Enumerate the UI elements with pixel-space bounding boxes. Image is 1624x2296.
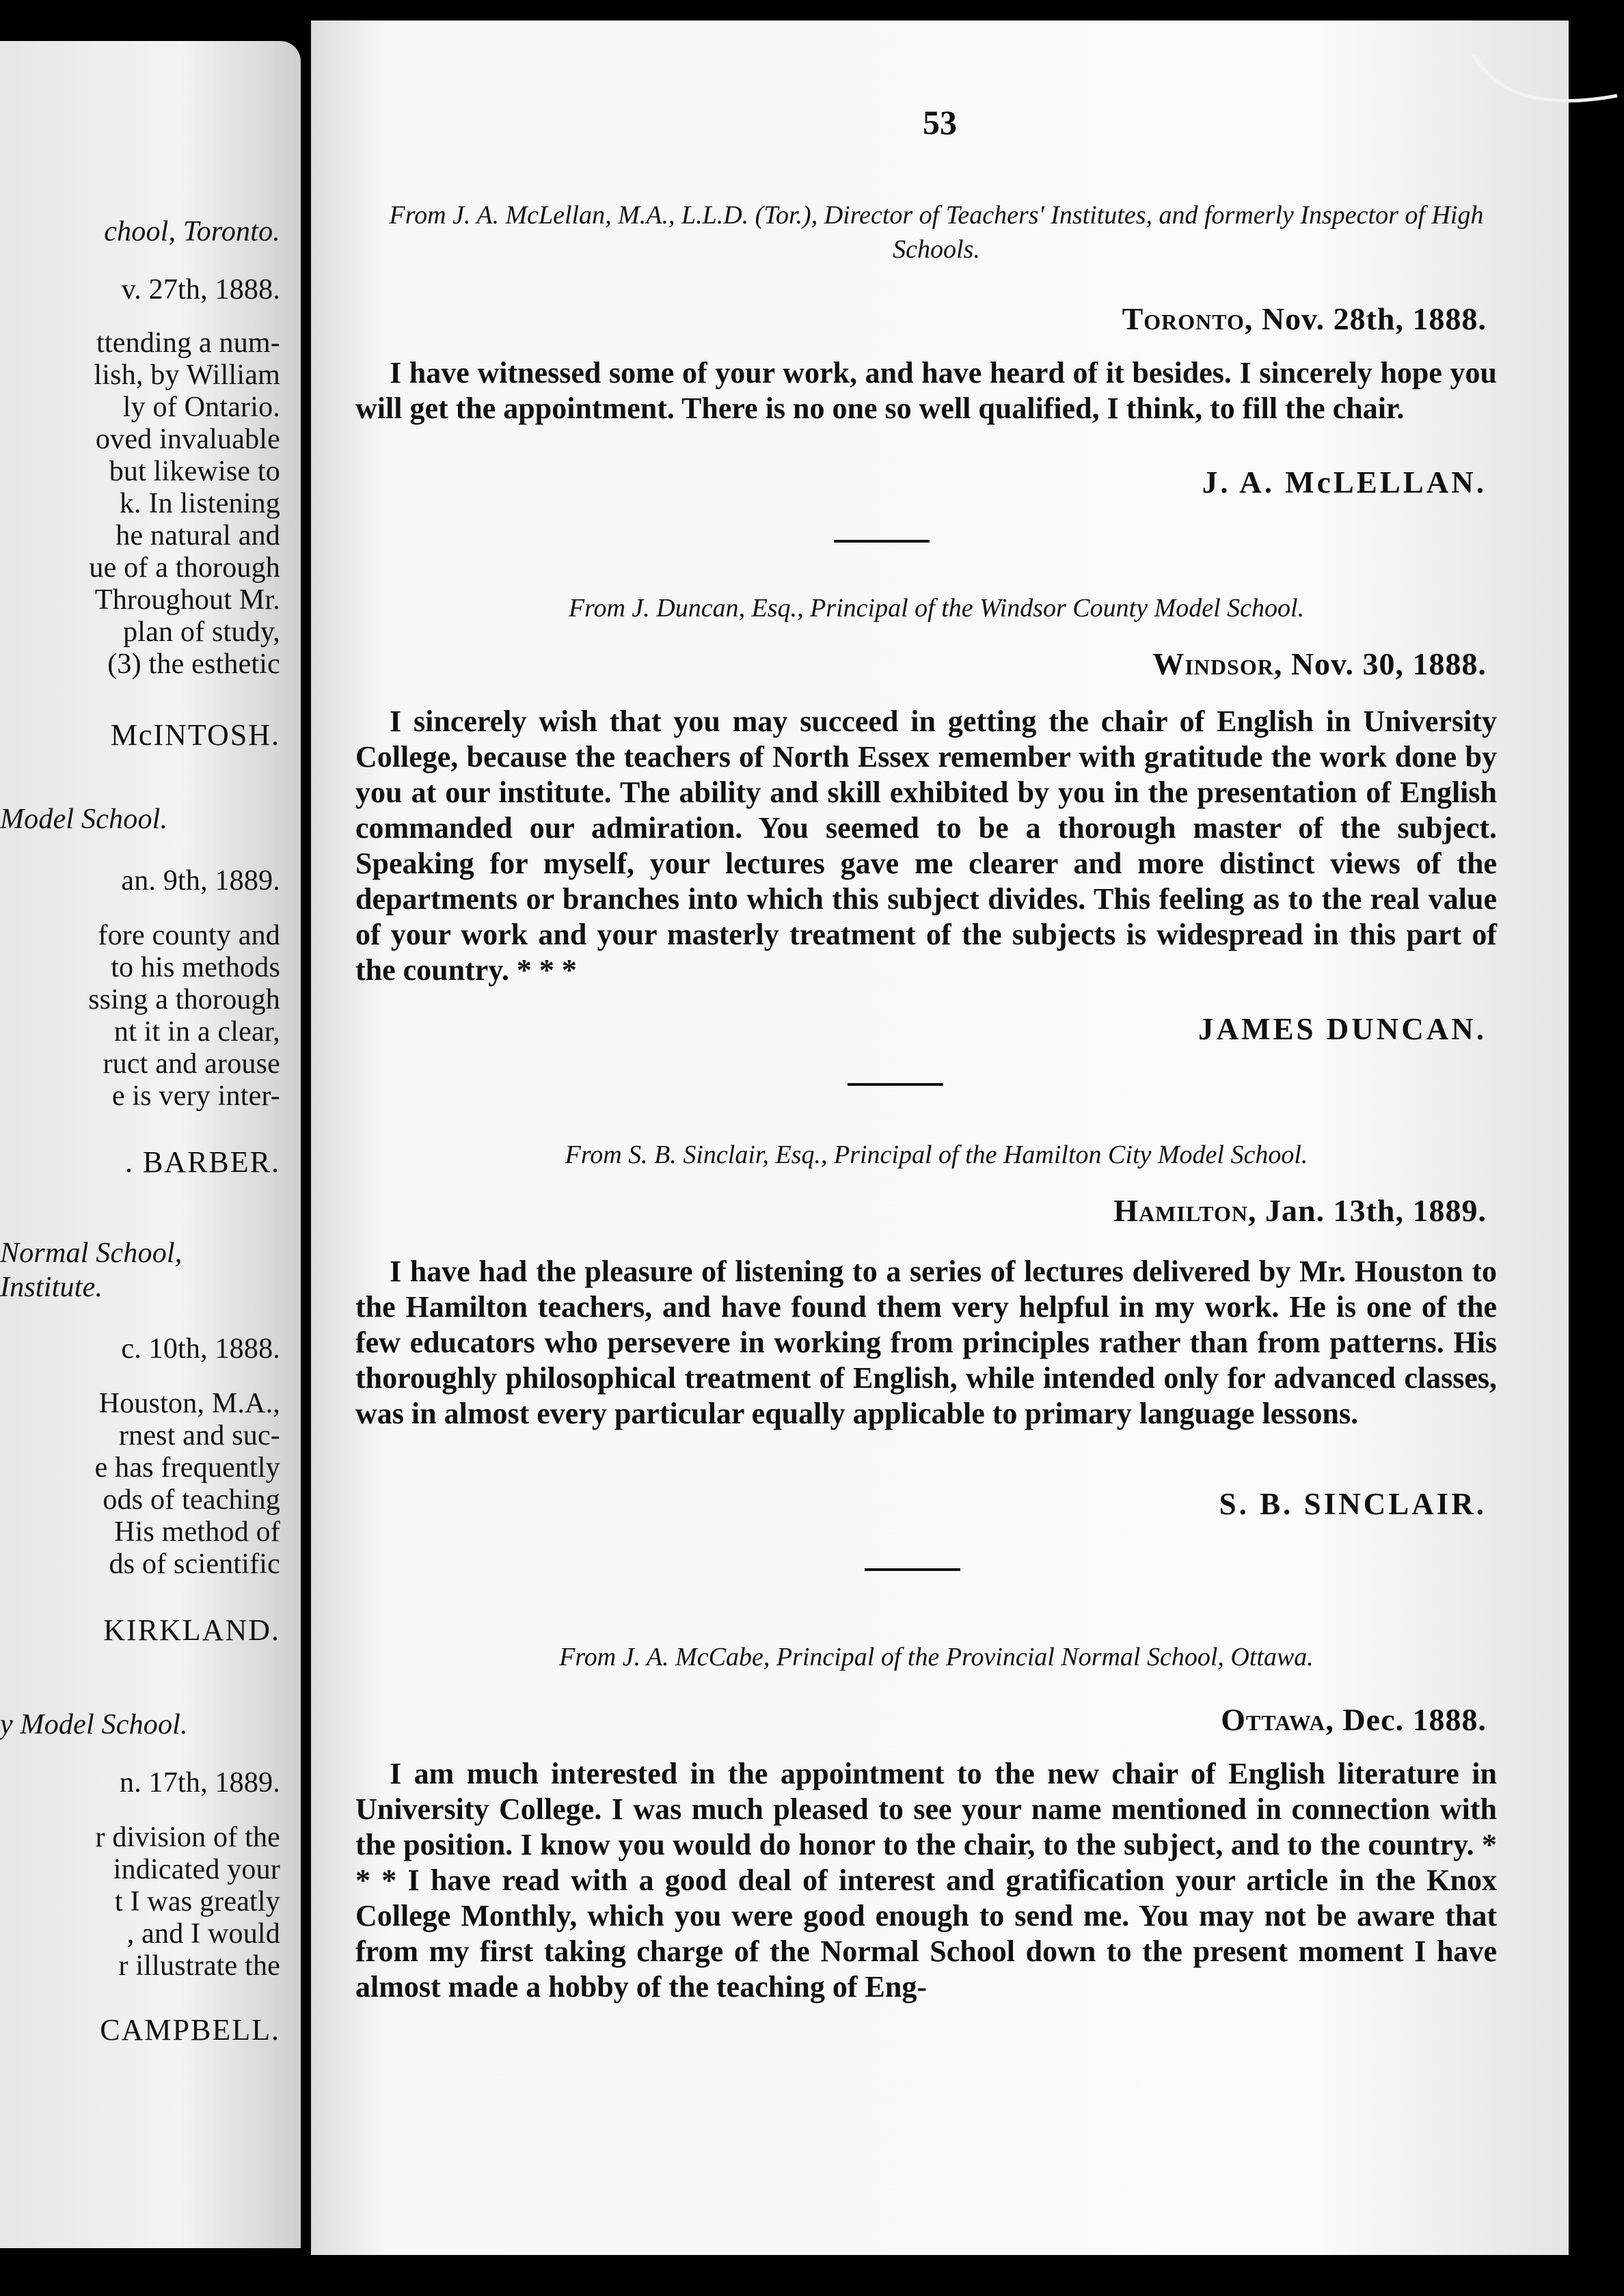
left-line: ssing a thorough xyxy=(88,984,280,1015)
left-line: Throughout Mr. xyxy=(94,584,280,616)
letter-signature: J. A. McLELLAN. xyxy=(1202,465,1487,500)
left-line: c. 10th, 1888. xyxy=(121,1333,280,1365)
left-line: rnest and suc- xyxy=(118,1420,280,1451)
page-number: 53 xyxy=(923,103,957,141)
section-divider xyxy=(865,1568,960,1571)
left-line: nt it in a clear, xyxy=(113,1016,280,1048)
left-signature: CAMPBELL. xyxy=(100,2013,280,2047)
left-line: y Model School. xyxy=(0,1709,188,1740)
dateline-date: Nov. 30, 1888. xyxy=(1282,646,1487,681)
left-line: indicated your xyxy=(113,1854,280,1885)
dateline-place: Toronto, xyxy=(1122,301,1254,336)
main-page xyxy=(311,20,1569,2255)
left-signature: . BARBER. xyxy=(124,1145,280,1179)
section-divider xyxy=(848,1083,943,1086)
left-line: ttending a num- xyxy=(96,327,280,359)
left-line: ds of scientific xyxy=(109,1548,280,1580)
left-line: r illustrate the xyxy=(118,1950,280,1982)
letter-body: I have had the pleasure of listening to a series of lectures delivered by Mr. Houston to the Hamilton teachers, and have found them very helpful in my work. He is one of the few educators who persevere in working from principles rather than from patterns. His thoroughly philosophical treatment of English, while intended only for advanced classes, was in almost every particular equally applicable to primary language lessons. xyxy=(355,1255,1497,1430)
dateline-date: Jan. 13th, 1889. xyxy=(1256,1193,1487,1228)
left-line: to his methods xyxy=(111,952,280,983)
left-line: ods of teaching xyxy=(103,1484,280,1516)
letter-from-heading: From S. B. Sinclair, Esq., Principal of the Hamilton City Model School. xyxy=(565,1140,1308,1169)
dateline-place: Ottawa, xyxy=(1221,1702,1334,1737)
left-line: chool, Toronto. xyxy=(104,216,280,247)
letter-signature: JAMES DUNCAN. xyxy=(1198,1012,1487,1046)
left-line: , and I would xyxy=(126,1918,280,1950)
letter-dateline xyxy=(1152,646,1487,682)
left-line: fore county and xyxy=(98,920,280,951)
left-line: an. 9th, 1889. xyxy=(121,865,280,897)
dateline-place: Hamilton, xyxy=(1113,1193,1257,1228)
left-line: v. 27th, 1888. xyxy=(121,274,280,305)
left-line: n. 17th, 1889. xyxy=(120,1767,280,1799)
letter-body: I have witnessed some of your work, and have heard of it besides. I sincerely hope you will get the appointment. There is no one so well qualified, I think, to fill the chair. xyxy=(355,356,1497,425)
letter-from-heading: From J. A. McCabe, Principal of the Provincial Normal School, Ottawa. xyxy=(559,1643,1314,1671)
left-line: e has frequently xyxy=(94,1452,280,1484)
letter-dateline xyxy=(1221,1702,1487,1738)
left-line: Normal School, xyxy=(0,1238,182,1269)
letter-dateline xyxy=(1113,1192,1487,1229)
left-line: (3) the esthetic xyxy=(107,648,280,680)
left-line: Institute. xyxy=(0,1272,103,1303)
left-line: ue of a thorough xyxy=(89,552,280,584)
section-divider xyxy=(834,540,930,543)
left-signature: KIRKLAND. xyxy=(103,1613,280,1647)
letter-body: I sincerely wish that you may succeed in getting the chair of English in University College, because the teachers of North Essex remember with gratitude the work done by you at our institute. The ability and skill exhibited by you in the presentation of English commanded our admiration. You seemed to be a thorough master of the subject. Speaking for myself, your lectures gave me clearer and more distinct views of the departments or branches into which this subject divides. This feeling as to the real value of your work and your masterly treatment of the subjects is widespread in this part of the country. * * * xyxy=(355,705,1497,987)
dateline-date: Nov. 28th, 1888. xyxy=(1253,301,1487,336)
dateline-place: Windsor, xyxy=(1152,646,1283,681)
left-line: ly of Ontario. xyxy=(122,392,280,423)
letter-signature: S. B. SINCLAIR. xyxy=(1219,1487,1487,1521)
letter-from-heading: From J. A. McLellan, M.A., L.L.D. (Tor.), Director of Teachers' Institutes, and formerly Inspector of High Schools. xyxy=(389,201,1484,264)
letter-body: I am much interested in the appointment to the new chair of English literature in University College. I was much pleased to see your name mentioned in connection with the position. I know you would do honor to the chair, to the subject, and to the country. * * * I have read with a good deal of interest and gratification your article in the Knox College Monthly, which you were good enough to send me. You may not be aware that from my first taking charge of the Normal School down to the present moment I have almost made a hobby of the teaching of Eng- xyxy=(355,1757,1497,2004)
left-page-fragment xyxy=(0,41,301,2248)
left-line: ruct and arouse xyxy=(103,1048,280,1080)
dateline-date: Dec. 1888. xyxy=(1334,1702,1487,1737)
left-line: Model School. xyxy=(0,804,168,835)
left-signature: McINTOSH. xyxy=(110,718,280,752)
left-line: oved invaluable xyxy=(95,424,280,455)
left-line: e is very inter- xyxy=(111,1080,280,1112)
letter-dateline xyxy=(1122,301,1487,337)
left-line: Houston, M.A., xyxy=(98,1388,280,1419)
left-line: he natural and xyxy=(116,520,280,551)
left-line: plan of study, xyxy=(123,616,280,648)
letter-from-heading: From J. Duncan, Esq., Principal of the Windsor County Model School. xyxy=(568,594,1305,623)
left-line: His method of xyxy=(114,1516,280,1548)
left-line: r division of the xyxy=(95,1822,280,1853)
page-curl-artifact xyxy=(1467,41,1624,123)
left-line: k. In listening xyxy=(119,488,280,519)
left-line: but likewise to xyxy=(109,456,280,487)
left-line: lish, by William xyxy=(94,359,280,391)
left-line: t I was greatly xyxy=(114,1886,280,1917)
